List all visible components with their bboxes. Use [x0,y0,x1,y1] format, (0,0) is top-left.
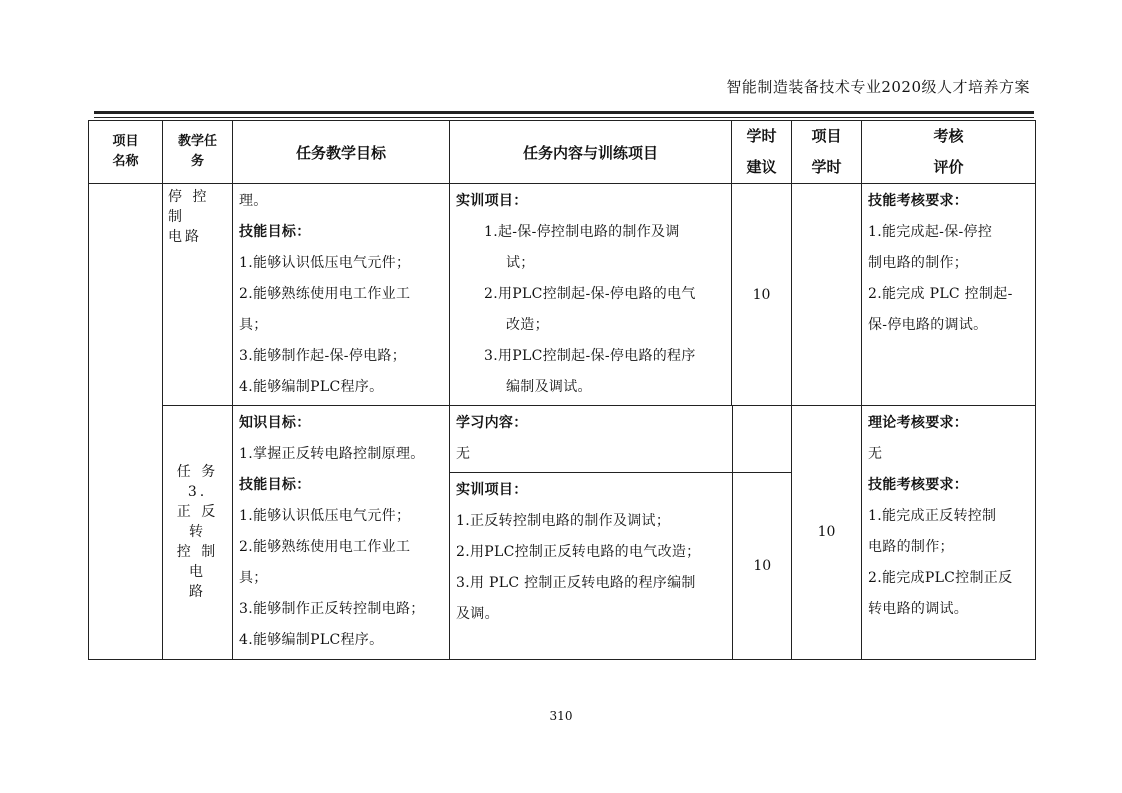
project-hours-cell [792,184,862,406]
content-cell: 实训项目： 1.起-保-停控制电路的制作及调 试； 2.用PLC控制起-保-停电路的电气 改造； 3.用PLC控制起-保-停电路的程序 编制及调试。 [450,184,732,406]
learn-hours-cell [732,406,792,473]
table-row [89,184,1036,406]
col-header-assessment: 考核 评价 [862,121,1036,184]
task-cell: 任 务 3. 正 反 转 控 制 电 路 [163,406,233,660]
assessment-cell: 技能考核要求： 1.能完成起-保-停控 制电路的制作； 2.能完成 PLC 控制起- 保-停电路的调试。 [862,184,1036,406]
table-row [89,406,1036,660]
project-name-cell [89,184,163,660]
goals-cell: 理。 技能目标： 1.能够认识低压电气元件； 2.能够熟练使用电工作业工 具； 3.能够制作起-保-停电路； 4.能够编制PLC程序。 [233,184,450,406]
col-header-project-hours: 项目 学时 [792,121,862,184]
content-cell [450,406,792,660]
header-rule-thick [94,111,1034,114]
col-header-task: 教学任 务 [163,121,233,184]
col-header-hours: 学时 建议 [732,121,792,184]
learn-content-cell: 学习内容： 无 [450,406,732,473]
task-cell: 停 控 制 电路 [163,184,233,406]
col-header-content: 任务内容与训练项目 [450,121,732,184]
hours-cell: 10 [732,184,792,406]
assessment-cell: 理论考核要求： 无 技能考核要求： 1.能完成正反转控制 电路的制作； 2.能完成PLC控制正反 转电路的调试。 [862,406,1036,660]
train-content-cell: 实训项目： 1.正反转控制电路的制作及调试； 2.用PLC控制正反转电路的电气改造； 3.用 PLC 控制正反转电路的程序编制 及调。 [450,473,732,659]
project-hours-cell: 10 [792,406,862,660]
col-header-goals: 任务教学目标 [233,121,450,184]
header-rule-thin [94,117,1034,118]
page-number: 310 [549,709,573,723]
goals-cell: 知识目标： 1.掌握正反转电路控制原理。 技能目标： 1.能够认识低压电气元件； 2.能够熟练使用电工作业工 具； 3.能够制作正反转控制电路； 4.能够编制PLC程序。 [233,406,450,660]
content-subtable [450,406,792,659]
curriculum-table [88,120,1036,660]
page-header-title: 智能制造装备技术专业2020级人才培养方案 [726,78,1030,96]
hours-cell: 10 [732,473,792,659]
table-header-row [89,121,1036,184]
col-header-project-name: 项目 名称 [89,121,163,184]
